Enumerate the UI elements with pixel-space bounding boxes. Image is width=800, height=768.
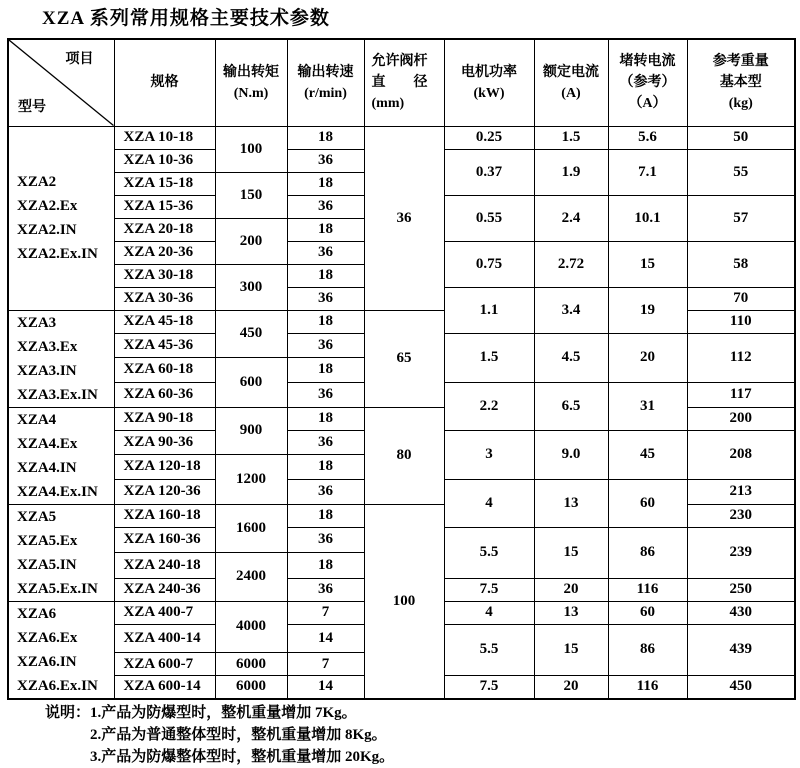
cell-motor-power: 7.5 [444, 578, 534, 601]
cell-spec: XZA 400-7 [114, 601, 215, 624]
cell-torque: 200 [215, 218, 287, 264]
cell-rated-current: 2.72 [534, 241, 608, 287]
cell-spec: XZA 160-36 [114, 527, 215, 553]
header-line: （A） [628, 96, 667, 112]
cell-motor-power: 1.5 [444, 333, 534, 382]
cell-torque: 900 [215, 407, 287, 455]
cell-speed: 7 [287, 601, 364, 624]
cell-speed: 18 [287, 218, 364, 241]
cell-model [8, 504, 114, 601]
header-cell-locked-rotor-current [608, 39, 687, 126]
cell-spec: XZA 45-18 [114, 310, 215, 333]
cell-rated-current: 20 [534, 676, 608, 699]
cell-stem-diameter: 100 [364, 504, 444, 699]
header-line: 参考重量 [712, 54, 769, 70]
cell-speed: 18 [287, 264, 364, 287]
cell-spec: XZA 90-36 [114, 430, 215, 455]
cell-spec: XZA 240-36 [114, 578, 215, 601]
cell-spec: XZA 60-36 [114, 382, 215, 407]
cell-speed: 36 [287, 149, 364, 172]
cell-motor-power: 5.5 [444, 624, 534, 676]
cell-locked-rotor-current: 20 [608, 333, 687, 382]
cell-rated-current: 15 [534, 527, 608, 578]
notes [45, 702, 800, 768]
cell-torque: 4000 [215, 601, 287, 653]
cell-spec: XZA 60-18 [114, 358, 215, 383]
model-name: XZA3 [17, 314, 57, 331]
cell-rated-current: 4.5 [534, 333, 608, 382]
cell-speed: 18 [287, 310, 364, 333]
cell-torque: 6000 [215, 676, 287, 699]
cell-motor-power: 0.37 [444, 149, 534, 195]
cell-rated-current: 6.5 [534, 382, 608, 430]
header-line: (r/min) [304, 85, 347, 101]
model-name: XZA2.IN [17, 222, 77, 238]
header-line: 电机功率 [461, 64, 517, 80]
cell-speed: 14 [287, 624, 364, 653]
model-name: XZA6 [17, 605, 57, 622]
cell-locked-rotor-current: 31 [608, 382, 687, 430]
cell-torque: 100 [215, 126, 287, 172]
cell-model [8, 407, 114, 504]
cell-speed: 36 [287, 195, 364, 218]
cell-weight: 450 [687, 676, 795, 699]
diagonal-top-label: 项目 [65, 52, 94, 67]
cell-motor-power: 4 [444, 601, 534, 624]
cell-speed: 36 [287, 479, 364, 504]
model-name: XZA5.IN [17, 556, 77, 573]
cell-spec: XZA 10-18 [114, 126, 215, 149]
cell-locked-rotor-current: 10.1 [608, 195, 687, 241]
model-name: XZA2 [17, 174, 57, 190]
cell-motor-power: 1.1 [444, 287, 534, 333]
notes-label: 说明： [45, 704, 91, 721]
cell-rated-current: 1.9 [534, 149, 608, 195]
model-name: XZA5.Ex [17, 532, 78, 549]
cell-locked-rotor-current: 86 [608, 624, 687, 676]
model-name: XZA3.IN [17, 362, 77, 379]
cell-weight: 70 [687, 287, 795, 310]
header-cell-weight [687, 39, 795, 126]
header-line: 输出转速 [297, 64, 354, 80]
cell-speed: 18 [287, 407, 364, 430]
model-name: XZA4.IN [17, 459, 77, 476]
header-cell-motor-power [444, 39, 534, 126]
cell-spec: XZA 15-18 [114, 172, 215, 195]
model-name: XZA5.Ex.IN [17, 580, 98, 597]
header-line: 堵转电流 [619, 54, 676, 70]
cell-motor-power: 7.5 [444, 676, 534, 699]
cell-stem-diameter: 65 [364, 310, 444, 407]
cell-torque: 2400 [215, 553, 287, 602]
model-name: XZA2.Ex [17, 198, 78, 214]
diagonal-bottom-label: 型号 [18, 99, 46, 115]
page-title: XZA 系列常用规格主要技术参数 [42, 8, 330, 29]
header-line: (mm) [371, 96, 405, 112]
cell-speed: 18 [287, 553, 364, 579]
cell-speed: 36 [287, 333, 364, 358]
cell-spec: XZA 45-36 [114, 333, 215, 358]
cell-weight: 200 [687, 407, 795, 430]
cell-motor-power: 4 [444, 479, 534, 527]
cell-spec: XZA 10-36 [114, 149, 215, 172]
cell-locked-rotor-current: 5.6 [608, 126, 687, 149]
cell-motor-power: 0.55 [444, 195, 534, 241]
cell-spec: XZA 30-36 [114, 287, 215, 310]
cell-locked-rotor-current: 7.1 [608, 149, 687, 195]
header-cell-model-project [8, 39, 114, 126]
model-name: XZA4.Ex.IN [17, 483, 98, 500]
cell-weight: 110 [687, 310, 795, 333]
cell-speed: 36 [287, 287, 364, 310]
note-text: 3.产品为防爆整体型时，整机重量增加 20Kg。 [90, 748, 395, 765]
header-cell-rated-current [534, 39, 608, 126]
cell-weight: 208 [687, 430, 795, 479]
cell-spec: XZA 400-14 [114, 624, 215, 653]
cell-locked-rotor-current: 60 [608, 601, 687, 624]
cell-weight: 50 [687, 126, 795, 149]
cell-speed: 36 [287, 430, 364, 455]
cell-motor-power: 2.2 [444, 382, 534, 430]
cell-locked-rotor-current: 116 [608, 578, 687, 601]
cell-speed: 36 [287, 241, 364, 264]
cell-weight: 430 [687, 601, 795, 624]
header-cell-spec [114, 39, 215, 126]
cell-spec: XZA 240-18 [114, 553, 215, 579]
cell-stem-diameter: 80 [364, 407, 444, 504]
cell-speed: 18 [287, 358, 364, 383]
header-line: (A) [561, 85, 581, 101]
header-cell-torque [215, 39, 287, 126]
cell-model [8, 601, 114, 699]
cell-spec: XZA 20-18 [114, 218, 215, 241]
cell-locked-rotor-current: 116 [608, 676, 687, 699]
cell-torque: 300 [215, 264, 287, 310]
cell-weight: 57 [687, 195, 795, 241]
cell-rated-current: 13 [534, 479, 608, 527]
cell-spec: XZA 30-18 [114, 264, 215, 287]
table-row [8, 126, 795, 149]
cell-stem-diameter: 36 [364, 126, 444, 310]
cell-weight: 239 [687, 527, 795, 578]
model-name: XZA6.IN [17, 653, 77, 670]
note-text: 1.产品为防爆型时，整机重量增加 7Kg。 [90, 704, 357, 721]
note-text: 2.产品为普通整体型时，整机重量增加 8Kg。 [90, 726, 387, 743]
header-cell-speed [287, 39, 364, 126]
cell-rated-current: 15 [534, 624, 608, 676]
note-line [45, 702, 800, 724]
header-row [8, 39, 795, 126]
header-line: 规格 [150, 75, 179, 91]
cell-spec: XZA 15-36 [114, 195, 215, 218]
cell-weight: 213 [687, 479, 795, 504]
model-name: XZA4.Ex [17, 435, 78, 452]
cell-speed: 36 [287, 527, 364, 553]
cell-speed: 7 [287, 653, 364, 676]
header-line: (N.m) [233, 85, 269, 101]
cell-speed: 36 [287, 382, 364, 407]
cell-speed: 14 [287, 676, 364, 699]
cell-torque: 1200 [215, 455, 287, 504]
spec-table [7, 38, 796, 700]
cell-rated-current: 1.5 [534, 126, 608, 149]
cell-locked-rotor-current: 15 [608, 241, 687, 287]
cell-weight: 230 [687, 504, 795, 527]
cell-motor-power: 5.5 [444, 527, 534, 578]
cell-weight: 439 [687, 624, 795, 676]
header-line: 额定电流 [543, 64, 599, 80]
cell-motor-power: 0.25 [444, 126, 534, 149]
header-line: 输出转矩 [223, 64, 279, 80]
cell-torque: 150 [215, 172, 287, 218]
cell-rated-current: 2.4 [534, 195, 608, 241]
cell-locked-rotor-current: 60 [608, 479, 687, 527]
cell-rated-current: 9.0 [534, 430, 608, 479]
cell-spec: XZA 120-18 [114, 455, 215, 480]
header-line: 直 径 [371, 75, 428, 91]
cell-speed: 18 [287, 126, 364, 149]
cell-spec: XZA 20-36 [114, 241, 215, 264]
cell-speed: 18 [287, 172, 364, 195]
cell-speed: 18 [287, 504, 364, 527]
model-name: XZA6.Ex.IN [17, 677, 98, 694]
cell-spec: XZA 600-14 [114, 676, 215, 699]
cell-weight: 112 [687, 333, 795, 382]
cell-spec: XZA 120-36 [114, 479, 215, 504]
model-name: XZA4 [17, 411, 57, 428]
cell-speed: 36 [287, 578, 364, 601]
header-line: 基本型 [719, 75, 762, 91]
cell-torque: 450 [215, 310, 287, 358]
cell-motor-power: 3 [444, 430, 534, 479]
note-line [90, 746, 800, 768]
cell-locked-rotor-current: 19 [608, 287, 687, 333]
cell-locked-rotor-current: 45 [608, 430, 687, 479]
cell-torque: 6000 [215, 653, 287, 676]
model-name: XZA3.Ex.IN [17, 386, 98, 403]
cell-weight: 55 [687, 149, 795, 195]
header-cell-stem-diameter [364, 39, 444, 126]
cell-model [8, 126, 114, 310]
header-line: (kg) [728, 96, 753, 112]
model-name: XZA2.Ex.IN [17, 246, 98, 262]
cell-spec: XZA 90-18 [114, 407, 215, 430]
cell-spec: XZA 160-18 [114, 504, 215, 527]
cell-rated-current: 3.4 [534, 287, 608, 333]
cell-weight: 117 [687, 382, 795, 407]
cell-locked-rotor-current: 86 [608, 527, 687, 578]
cell-spec: XZA 600-7 [114, 653, 215, 676]
cell-torque: 1600 [215, 504, 287, 553]
cell-model [8, 310, 114, 407]
note-line [90, 724, 800, 746]
cell-weight: 250 [687, 578, 795, 601]
cell-motor-power: 0.75 [444, 241, 534, 287]
header-line: 允许阀杆 [371, 54, 428, 70]
header-line: （参考） [619, 75, 676, 91]
model-name: XZA3.Ex [17, 338, 78, 355]
cell-weight: 58 [687, 241, 795, 287]
cell-speed: 18 [287, 455, 364, 480]
model-name: XZA6.Ex [17, 629, 78, 646]
model-name: XZA5 [17, 508, 57, 525]
cell-rated-current: 20 [534, 578, 608, 601]
header-line: (kW) [473, 85, 505, 101]
cell-rated-current: 13 [534, 601, 608, 624]
cell-torque: 600 [215, 358, 287, 407]
